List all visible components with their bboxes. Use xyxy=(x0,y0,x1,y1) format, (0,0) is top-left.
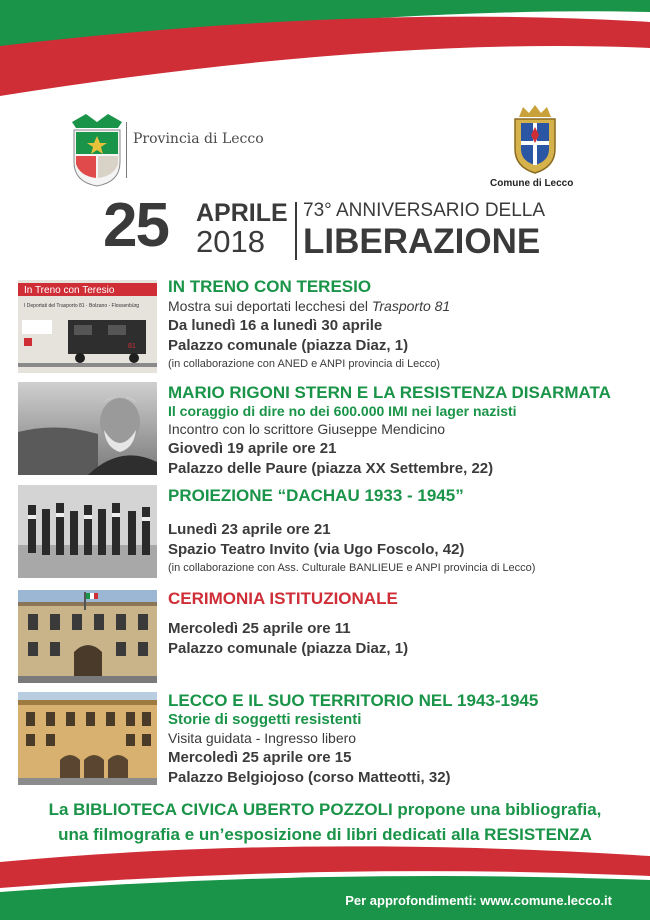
title-divider xyxy=(295,202,297,260)
train-poster-label: In Treno con Teresio xyxy=(24,285,115,296)
event-4-place: Palazzo comunale (piazza Diaz, 1) xyxy=(168,640,409,657)
title-year: 2018 xyxy=(196,224,265,259)
logo-divider xyxy=(126,122,127,178)
event-3-note: (in collaborazione con Ass. Culturale BANLIEUE e ANPI provincia di Lecco) xyxy=(168,562,536,574)
comune-coat-of-arms-icon xyxy=(509,105,561,175)
event-2-subtitle: Il coraggio di dire no dei 600.000 IMI nei lager nazisti xyxy=(168,403,517,419)
event-1 xyxy=(168,276,450,372)
event-2-place: Palazzo delle Paure (piazza XX Settembre, 22) xyxy=(168,460,494,477)
event-1-note: (in collaborazione con ANED e ANPI provincia di Lecco) xyxy=(168,358,441,370)
event-1-description: Mostra sui deportati lecchesi del Trasporto 81 xyxy=(168,298,451,314)
train-poster-caption: I Deportati del Trasporto 81 · Bolzano - Flossenbürg xyxy=(24,303,140,309)
event-image-palazzo-comunale xyxy=(18,590,157,683)
event-3-title: PROIEZIONE “DACHAU 1933 - 1945” xyxy=(168,486,464,505)
event-1-date: Da lunedì 16 a lunedì 30 aprile xyxy=(168,317,383,334)
event-image-portrait xyxy=(18,382,157,475)
title-anniversary: 73° ANNIVERSARIO DELLA xyxy=(303,200,546,221)
title-liberazione: LIBERAZIONE xyxy=(303,222,541,261)
provincia-coat-of-arms-icon xyxy=(66,112,128,188)
event-1-title: IN TRENO CON TERESIO xyxy=(168,277,372,296)
comune-name: Comune di Lecco xyxy=(490,178,574,189)
event-2-description: Incontro con lo scrittore Giuseppe Mendicino xyxy=(168,421,446,437)
provincia-name: Provincia di Lecco xyxy=(133,131,264,147)
biblioteca-line-2: una filmografia e un’esposizione di libri dedicati alla RESISTENZA xyxy=(58,825,592,844)
event-image-palazzo-belgiojoso xyxy=(18,692,157,785)
top-tricolor-banner xyxy=(0,0,650,110)
event-4 xyxy=(168,588,408,659)
title-month: APRILE xyxy=(196,199,288,227)
event-5 xyxy=(168,690,538,788)
event-2-title: MARIO RIGONI STERN E LA RESISTENZA DISARMATA xyxy=(168,383,611,402)
event-2-date: Giovedì 19 aprile ore 21 xyxy=(168,440,337,457)
event-image-dachau xyxy=(18,485,157,578)
biblioteca-line-1: La BIBLIOTECA CIVICA UBERTO POZZOLI propone una bibliografia, xyxy=(48,800,602,819)
event-2 xyxy=(168,382,611,479)
event-3-date: Lunedì 23 aprile ore 21 xyxy=(168,521,331,538)
event-5-date: Mercoledì 25 aprile ore 15 xyxy=(168,749,352,766)
event-4-date: Mercoledì 25 aprile ore 11 xyxy=(168,620,351,637)
title-day: 25 xyxy=(103,191,168,260)
event-3-place: Spazio Teatro Invito (via Ugo Foscolo, 42) xyxy=(168,541,465,558)
footer-website-link[interactable]: Per approfondimenti: www.comune.lecco.it xyxy=(345,893,612,908)
svg-text:81: 81 xyxy=(128,343,136,350)
event-3 xyxy=(168,485,535,576)
bottom-tricolor-banner xyxy=(0,840,650,920)
event-1-place: Palazzo comunale (piazza Diaz, 1) xyxy=(168,337,409,354)
event-5-description: Visita guidata - Ingresso libero xyxy=(168,730,357,746)
event-5-title: LECCO E IL SUO TERRITORIO NEL 1943-1945 xyxy=(168,691,539,710)
event-title-block xyxy=(103,191,563,266)
event-5-place: Palazzo Belgiojoso (corso Matteotti, 32) xyxy=(168,769,451,786)
event-4-title: CERIMONIA ISTITUZIONALE xyxy=(168,589,398,608)
event-image-train-poster xyxy=(18,280,157,373)
event-5-subtitle: Storie di soggetti resistenti xyxy=(168,711,362,728)
